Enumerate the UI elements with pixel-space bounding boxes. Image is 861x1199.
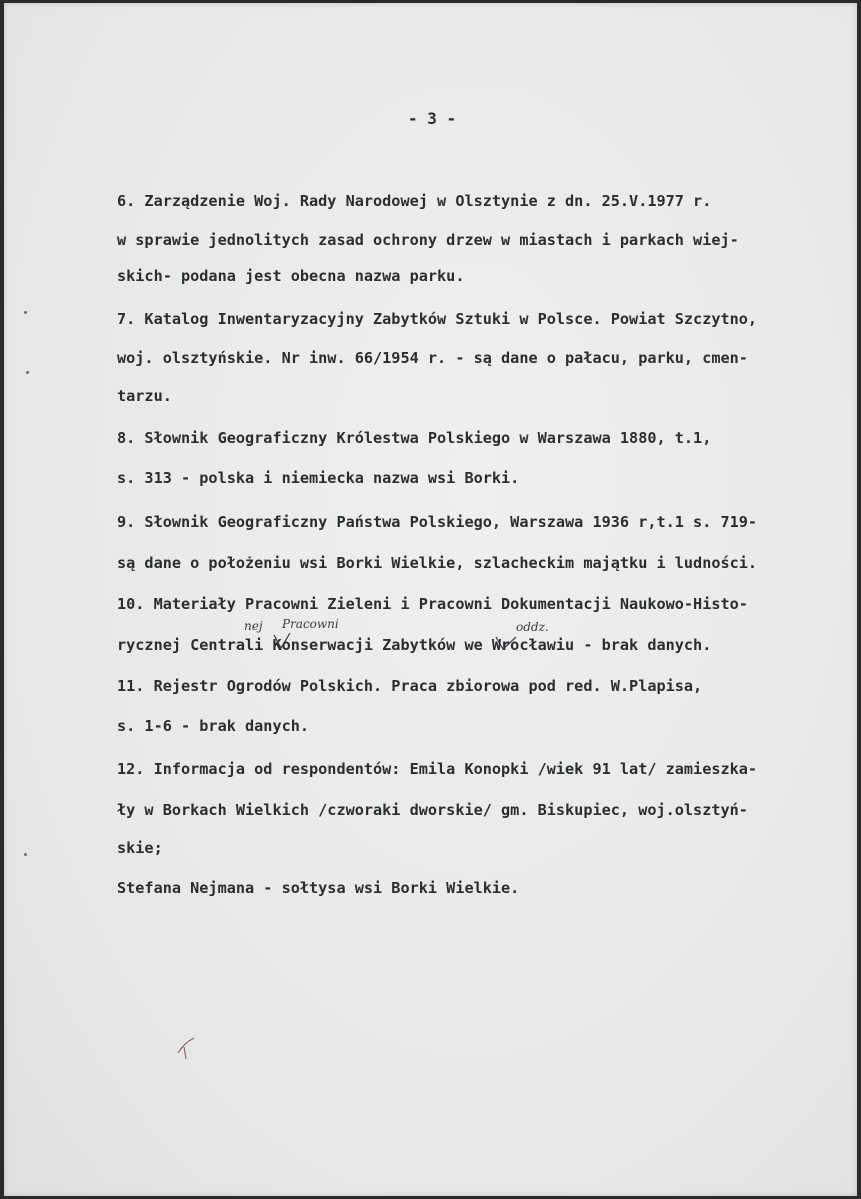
document-page <box>4 3 857 1196</box>
text-line-3: skich- podana jest obecna nazwa parku. <box>117 267 465 285</box>
margin-speck <box>26 371 29 374</box>
text-line-9: 9. Słownik Geograficzny Państwa Polskiego, Warszawa 1936 r,t.1 s. 719- <box>117 513 758 531</box>
text-line-7: 8. Słownik Geograficzny Królestwa Polskiego w Warszawa 1880, t.1, <box>117 429 712 447</box>
text-line-1: 6. Zarządzenie Woj. Rady Narodowej w Olsztynie z dn. 25.V.1977 r. <box>117 192 712 210</box>
text-line-10: są dane o położeniu wsi Borki Wielkie, szlacheckim majątku i ludności. <box>117 554 758 572</box>
text-line-5: woj. olsztyńskie. Nr inw. 66/1954 r. - są dane o pałacu, parku, cmen- <box>117 349 748 367</box>
text-line-4: 7. Katalog Inwentaryzacyjny Zabytków Sztuki w Polsce. Powiat Szczytno, <box>117 310 758 328</box>
text-line-12: rycznej Centrali Konserwacji Zabytków we Wrocławiu - brak danych. <box>117 636 712 654</box>
text-line-8: s. 313 - polska i niemiecka nazwa wsi Borki. <box>117 469 520 487</box>
text-line-6: tarzu. <box>117 387 172 405</box>
margin-speck <box>24 853 27 856</box>
text-line-16: ły w Borkach Wielkich /czworaki dworskie/ gm. Biskupiec, woj.olsztyń- <box>117 801 748 819</box>
handwritten-caret-mark <box>272 631 294 653</box>
text-line-11: 10. Materiały Pracowni Zieleni i Pracowni Dokumentacji Naukowo-Histo- <box>117 595 748 613</box>
text-line-14: s. 1-6 - brak danych. <box>117 717 310 735</box>
handwritten-insert-pracowni: Pracowni <box>282 617 339 631</box>
text-line-15: 12. Informacja od respondentów: Emila Konopki /wiek 91 lat/ zamieszka- <box>117 760 758 778</box>
handwritten-caret-mark <box>494 633 520 653</box>
text-line-18: Stefana Nejmana - sołtysa wsi Borki Wielkie. <box>117 879 520 897</box>
page-number: - 3 - <box>408 109 457 128</box>
text-line-2: w sprawie jednolitych zasad ochrony drzew w miastach i parkach wiej- <box>117 231 739 249</box>
handwritten-insert-nej: nej <box>244 619 263 633</box>
text-line-17: skie; <box>117 839 163 857</box>
pen-mark <box>174 1033 198 1063</box>
handwritten-insert-oddz: oddz. <box>516 620 549 634</box>
text-line-13: 11. Rejestr Ogrodów Polskich. Praca zbiorowa pod red. W.Plapisa, <box>117 677 703 695</box>
margin-speck <box>24 311 27 314</box>
